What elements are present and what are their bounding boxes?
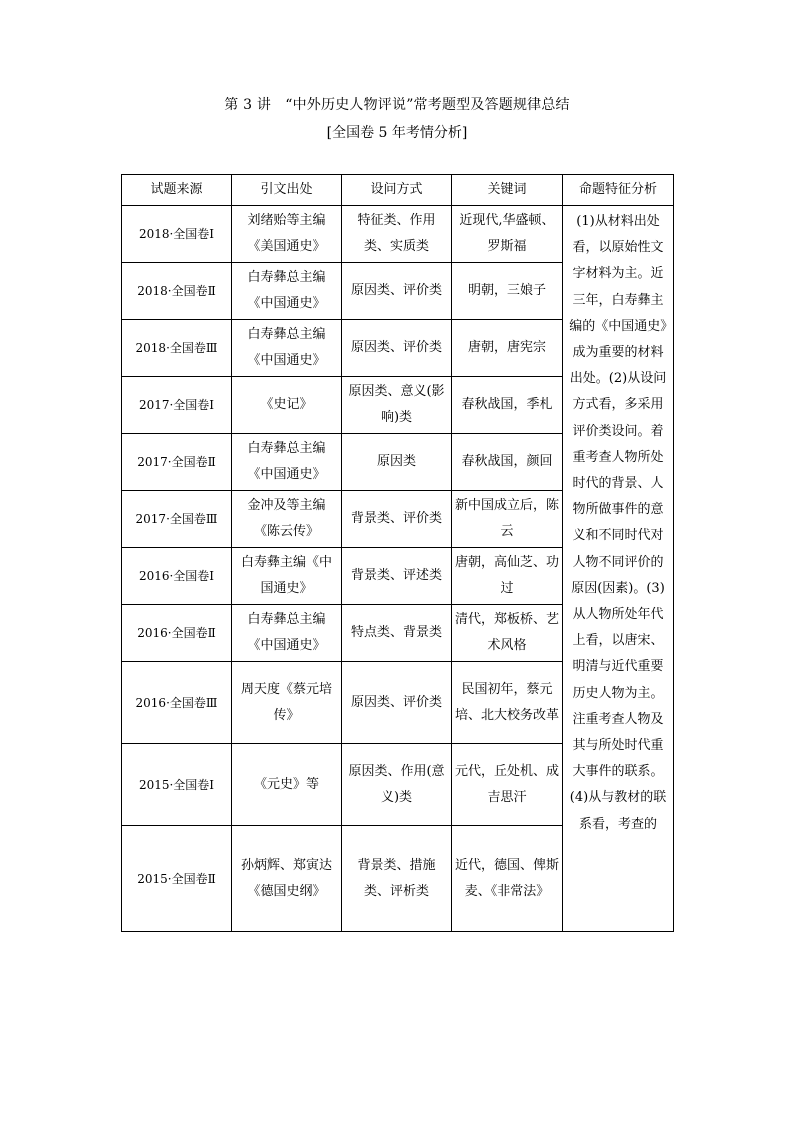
- cell-keywords: 民国初年，蔡元培、北大校务改革: [452, 662, 563, 744]
- cell-keywords: 明朝，三娘子: [452, 263, 563, 320]
- cell-citation: 白寿彝总主编《中国通史》: [232, 263, 342, 320]
- cell-keywords: 春秋战国，颜回: [452, 434, 563, 491]
- cell-citation: 孙炳辉、郑寅达《德国史纲》: [232, 826, 342, 932]
- cell-keywords: 春秋战国，季札: [452, 377, 563, 434]
- cell-citation: 白寿彝总主编《中国通史》: [232, 434, 342, 491]
- cell-source: 2017·全国卷Ⅰ: [122, 377, 232, 434]
- cell-source: 2018·全国卷Ⅰ: [122, 206, 232, 263]
- header-keywords: 关键词: [452, 175, 563, 206]
- cell-keywords: 清代，郑板桥、艺术风格: [452, 605, 563, 662]
- cell-keywords: 元代，丘处机、成吉思汗: [452, 744, 563, 826]
- cell-source: 2016·全国卷Ⅰ: [122, 548, 232, 605]
- cell-source: 2015·全国卷Ⅰ: [122, 744, 232, 826]
- cell-keywords: 新中国成立后，陈云: [452, 491, 563, 548]
- cell-citation: 白寿彝主编《中国通史》: [232, 548, 342, 605]
- cell-question: 原因类、评价类: [342, 662, 452, 744]
- cell-citation: 金冲及等主编《陈云传》: [232, 491, 342, 548]
- cell-question: 特征类、作用类、实质类: [342, 206, 452, 263]
- header-question: 设问方式: [342, 175, 452, 206]
- table-header-row: [122, 175, 674, 206]
- cell-question: 背景类、措施类、评析类: [342, 826, 452, 932]
- page-title: 第 3 讲 “中外历史人物评说”常考题型及答题规律总结: [224, 97, 570, 113]
- header-source: 试题来源: [122, 175, 232, 206]
- cell-keywords: 唐朝，高仙芝、功过: [452, 548, 563, 605]
- cell-source: 2018·全国卷Ⅲ: [122, 320, 232, 377]
- header-analysis: 命题特征分析: [563, 175, 674, 206]
- cell-source: 2018·全国卷Ⅱ: [122, 263, 232, 320]
- cell-source: 2017·全国卷Ⅱ: [122, 434, 232, 491]
- cell-keywords: 近代，德国、俾斯麦、《非常法》: [452, 826, 563, 932]
- cell-source: 2016·全国卷Ⅲ: [122, 662, 232, 744]
- cell-citation: 周天度《蔡元培传》: [232, 662, 342, 744]
- cell-citation: 《元史》等: [232, 744, 342, 826]
- analysis-text: (1)从材料出处看，以原始性文字材料为主。近三年，白寿彝主编的《中国通史》成为重要的材料出处。(2)从设问方式看，多采用评价类设问。着重考查人物所处时代的背景、人物所做事件的意义和不同时代对人物不同评价的原因(因素)。(3)从人物所处年代上看，以唐宋、明清与近代重要历史人物为主。注重考查人物及其与所处时代重大事件的联系。(4)从与教材的联系看，考查的: [569, 214, 667, 832]
- cell-question: 原因类、评价类: [342, 263, 452, 320]
- cell-question: 特点类、背景类: [342, 605, 452, 662]
- cell-keywords: 唐朝，唐宪宗: [452, 320, 563, 377]
- cell-citation: 白寿彝总主编《中国通史》: [232, 605, 342, 662]
- cell-analysis: [563, 206, 674, 932]
- cell-question: 原因类: [342, 434, 452, 491]
- cell-source: 2017·全国卷Ⅲ: [122, 491, 232, 548]
- cell-citation: 白寿彝总主编《中国通史》: [232, 320, 342, 377]
- cell-question: 原因类、意义(影响)类: [342, 377, 452, 434]
- header-citation: 引文出处: [232, 175, 342, 206]
- cell-source: 2015·全国卷Ⅱ: [122, 826, 232, 932]
- cell-question: 原因类、作用(意义)类: [342, 744, 452, 826]
- cell-question: 背景类、评价类: [342, 491, 452, 548]
- cell-citation: 《史记》: [232, 377, 342, 434]
- cell-question: 原因类、评价类: [342, 320, 452, 377]
- exam-analysis-table: [121, 174, 674, 932]
- cell-keywords: 近现代,华盛顿、罗斯福: [452, 206, 563, 263]
- cell-question: 背景类、评述类: [342, 548, 452, 605]
- table-row: [122, 206, 674, 263]
- page-subtitle: [全国卷 5 年考情分析]: [326, 125, 468, 141]
- cell-source: 2016·全国卷Ⅱ: [122, 605, 232, 662]
- cell-citation: 刘绪贻等主编《美国通史》: [232, 206, 342, 263]
